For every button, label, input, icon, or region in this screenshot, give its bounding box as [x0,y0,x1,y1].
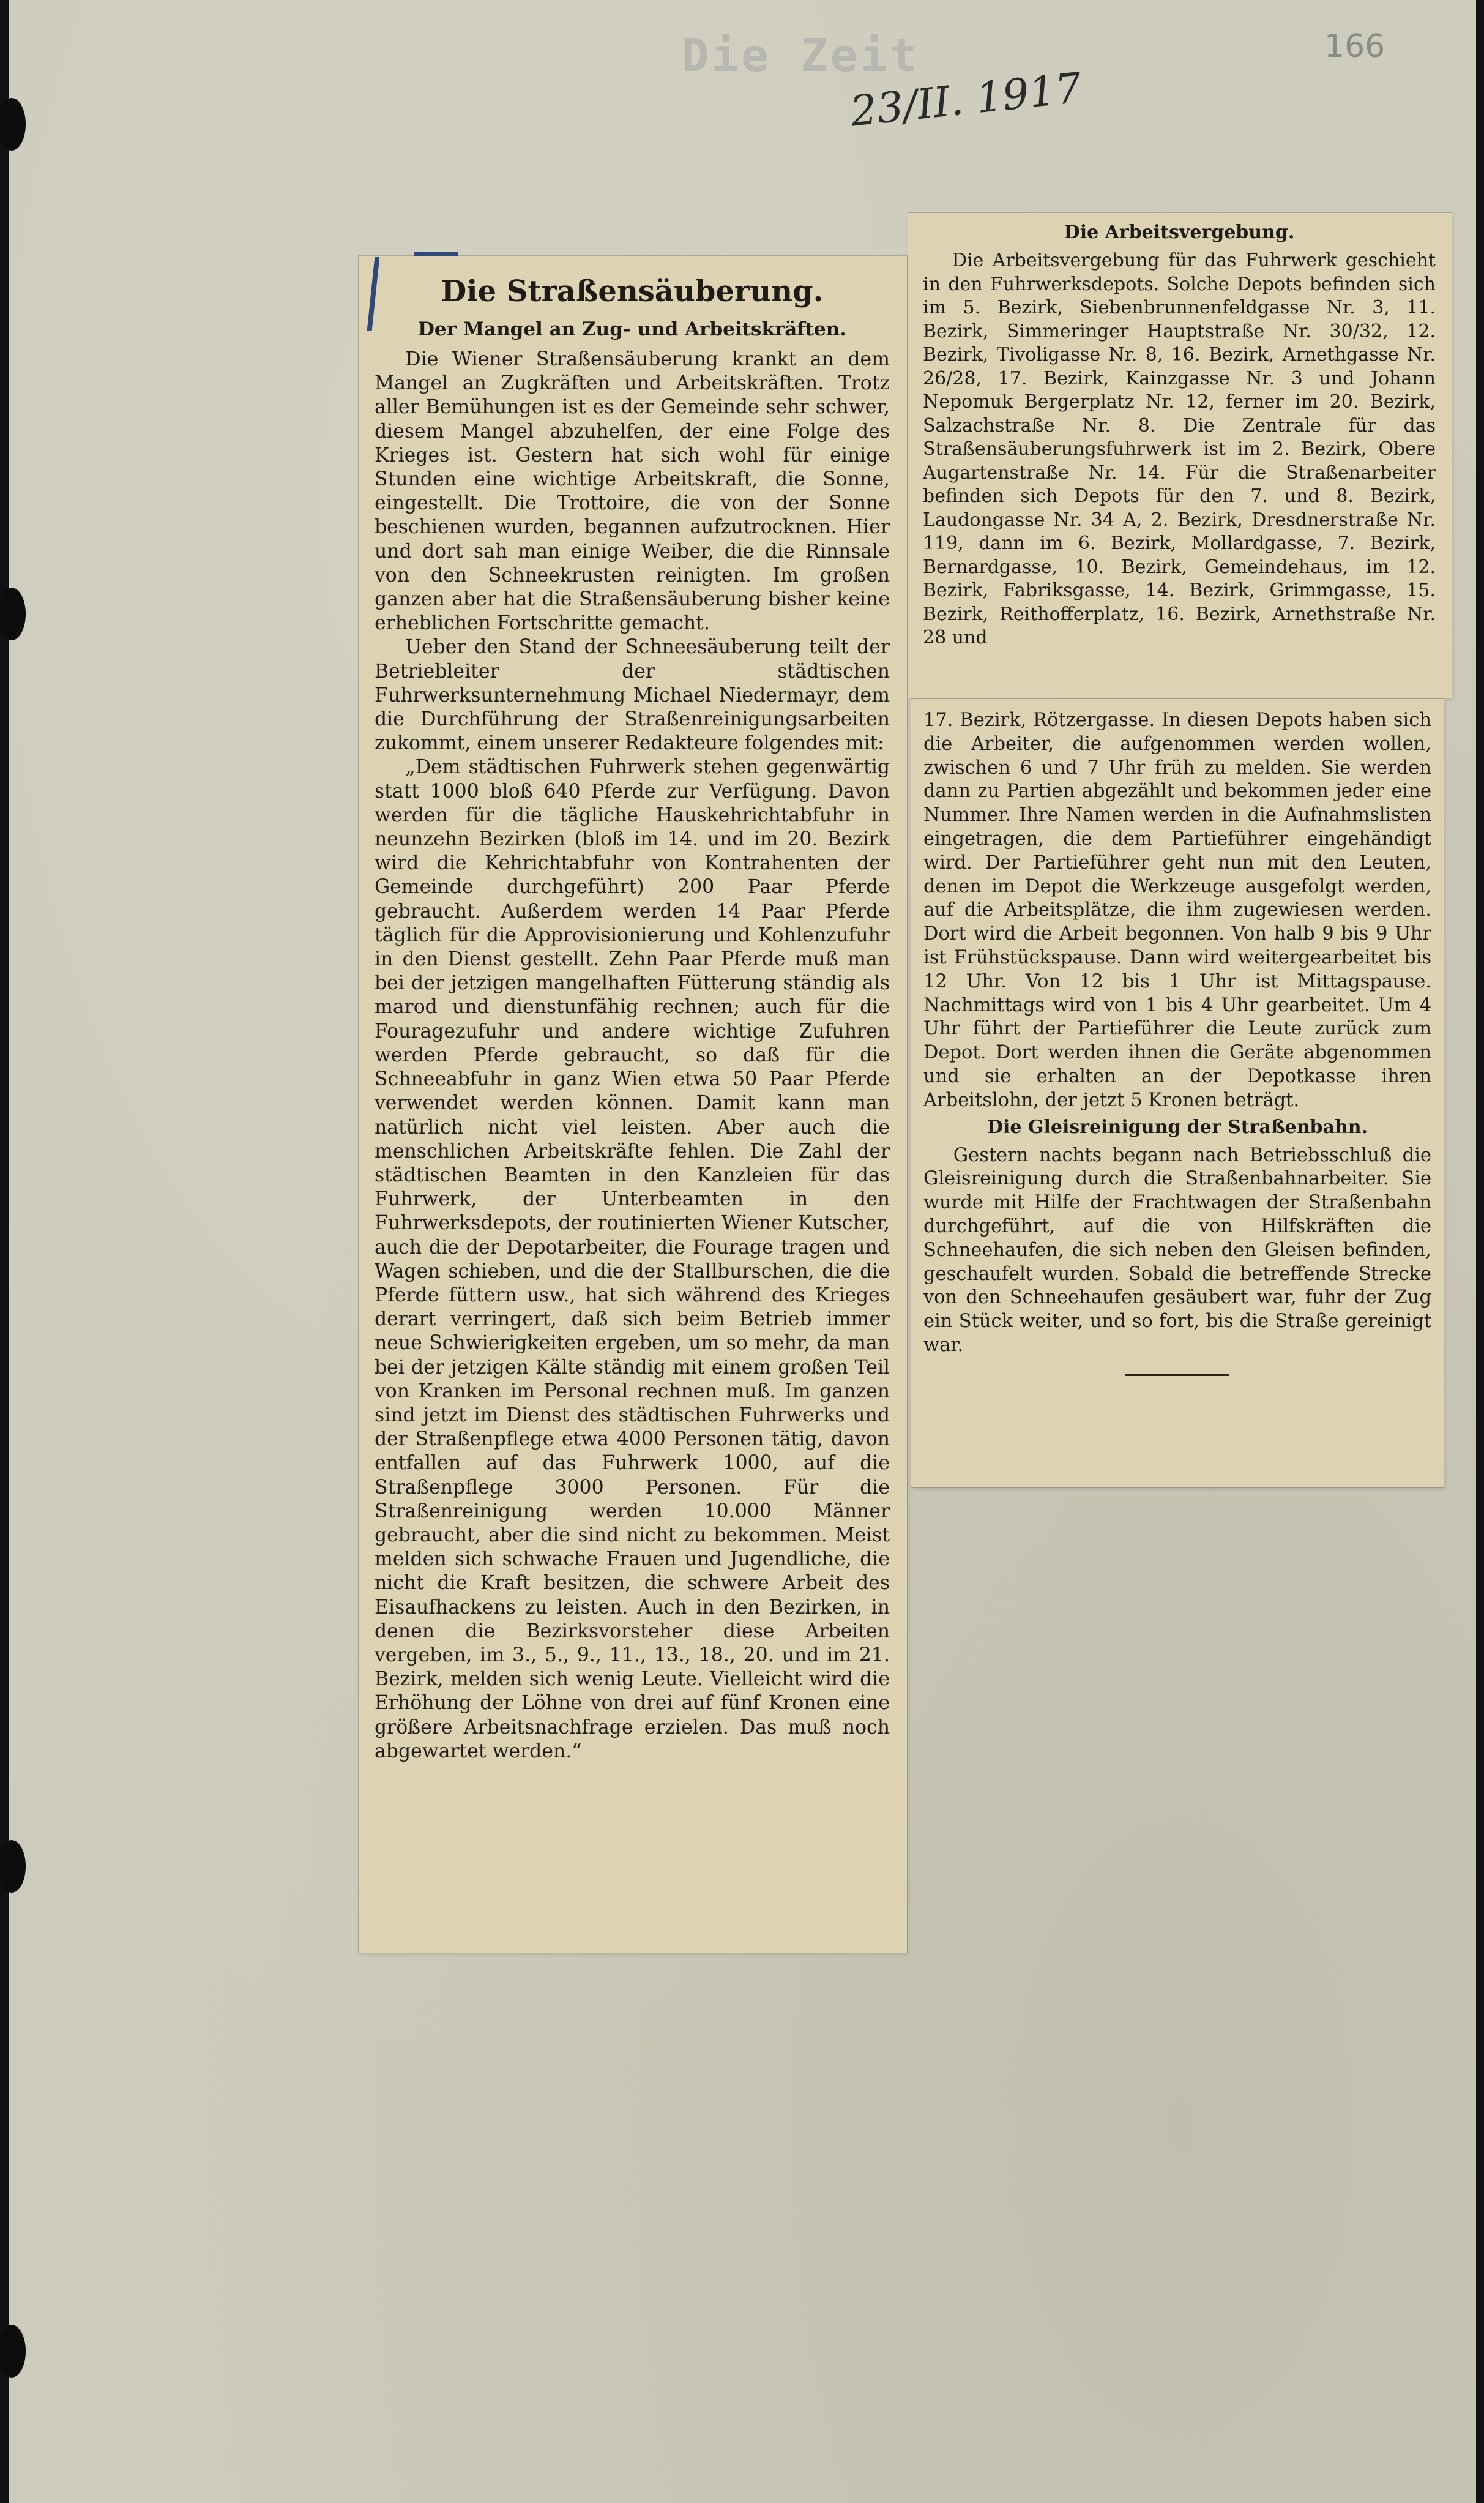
binder-hole [0,1840,26,1893]
newspaper-stamp: Die Zeit [682,29,920,82]
binder-hole [0,98,26,151]
section-paragraph-continued: 17. Bezirk, Rötzergasse. In diesen Depots haben sich die Arbeiter, die aufgenommen werden wollen, zwischen 6 und 7 Uhr früh zu melden. Sie werden dann zu Partien abgezählt und bekommen jeder eine Nummer. Ihre Namen werden in die Aufnahmslisten eingetragen, die dem Partieführer eingehändigt wird. Der Partieführer geht nun mit den Leuten, denen im Depot die Werkzeuge ausgefolgt werden, auf die Arbeitsplätze, die ihm zugewiesen werden. Dort wird die Arbeit begonnen. Von halb 9 bis 9 Uhr ist Frühstückspause. Dann wird weitergearbeitet bis 12 Uhr. Von 12 bis 1 Uhr ist Mittagspause. Nachmittags wird von 1 bis 4 Uhr gearbeitet. Um 4 Uhr führt der Partieführer die Leute zurück zum Depot. Dort werden ihnen die Geräte abgenommen und sie erhalten an der Depotkasse ihren Arbeitslohn, der jetzt 5 Kronen beträgt. [923,709,1431,1111]
article-paragraph: Die Wiener Straßensäuberung krankt an dem Mangel an Zugkräften und Arbeitskräften. Trotz aller Bemühungen ist es der Gemeinde sehr schwer, diesem Mangel abzuhelfen, der eine Folge des Krieges ist. Gestern hat sich wohl für einige Stunden eine wichtige Arbeitskraft, die Sonne, eingestellt. Die Trottoire, die von der Sonne beschienen wurden, begannen aufzutrocknen. Hier und dort sah man einige Weiber, die die Rinnsale von den Schneekrusten reinigten. Im großen ganzen aber hat die Straßensäuberung bisher keine erheblichen Fortschritte gemacht. [375,348,890,635]
section-paragraph: Gestern nachts begann nach Betriebsschluß die Gleisreinigung durch die Straßenbahnarbeiter. Sie wurde mit Hilfe der Frachtwagen der Straßenbahn durchgeführt, auf die von Hilfskräften die Schneehaufen, die sich neben den Gleisen befinden, geschaufelt wurden. Sobald die betreffende Strecke von den Schneehaufen gesäubert war, fuhr der Zug ein Stück weiter, und so fort, bis die Straße gereinigt war. [923,1144,1431,1356]
section-heading: Die Gleisreinigung der Straßenbahn. [986,1116,1368,1138]
article-paragraph: „Dem städtischen Fuhrwerk stehen gegenwärtig statt 1000 bloß 640 Pferde zur Verfügung. Davon werden für die tägliche Hauskehrichtabfuhr in neunzehn Bezirken (bloß im 14. und im 20. Bezirk wird die Kehrichtabfuhr von Kontrahenten der Gemeinde durchgeführt) 200 Paar Pferde gebraucht. Außerdem werden 14 Paar Pferde täglich für die Approvisionierung und Kohlenzufuhr in den Dienst gestellt. Zehn Paar Pferde muß man bei der jetzigen mangelhaften Fütterung ständig als marod und dienstunfähig rechnen; auch für die Fouragezufuhr und andere wichtige Zufuhren werden Pferde gebraucht, so daß für die Schneeabfuhr in ganz Wien etwa 50 Paar Pferde verwendet werden können. Damit kann man natürlich nicht viel leisten. Aber auch die menschlichen Arbeitskräfte fehlen. Die Zahl der städtischen Beamten in den Kanzleien für das Fuhrwerk, der Unterbeamten in den Fuhrwerksdepots, der routinierten Wiener Kutscher, auch die der Depotarbeiter, die Fourage tragen und Wagen schieben, und die der Stallburschen, die die Pferde füttern usw., hat sich während des Krieges derart verringert, daß sich beim Betrieb immer neue Schwierigkeiten ergeben, um so mehr, da man bei der jetzigen Kälte ständig mit einem großen Teil von Kranken im Personal rechnen muß. Im ganzen sind jetzt im Dienst des städtischen Fuhrwerks und der Straßenpflege etwa 4000 Personen tätig, davon entfallen auf das Fuhrwerk 1000, auf die Straßenpflege 3000 Personen. Für die Straßenreinigung werden 10.000 Männer gebraucht, aber die sind nicht zu bekommen. Meist melden sich schwache Frauen und Jugendliche, die nicht die Kraft besitzen, die schwere Arbeit des Eisaufhackens zu leisten. Auch in den Bezirken, in denen die Bezirksvorsteher diese Arbeiten vergeben, im 3., 5., 9., 11., 13., 18., 20. und im 21. Bezirk, melden sich wenig Leute. Vielleicht wird die Erhöhung der Löhne von drei auf fünf Kronen eine größere Arbeitsnachfrage erzielen. Das muß noch abgewartet werden.“ [375,756,890,1762]
article-subtitle: Der Mangel an Zug- und Arbeitskräften. [417,318,847,340]
article-paragraph: Ueber den Stand der Schneesäuberung teilt der Betriebleiter der städtischen Fuhrwerksunternehmung Michael Niedermayr, dem die Durchführung der Straßenreinigungsarbeiten zukommt, einem unserer Redakteure folgendes mit: [375,636,890,755]
handwritten-date: 23/II. 1917 [848,64,1084,137]
blue-pencil-mark [414,252,458,256]
end-rule [1125,1374,1229,1376]
binder-hole [0,2325,26,2378]
binder-hole [0,588,26,640]
article-title: Die Straßensäuberung. [441,274,824,309]
page-number: 166 [1324,28,1385,65]
clipping-main-article [359,256,907,1953]
clipping-continuation [911,699,1444,1487]
archive-sheet [9,0,1476,2503]
clipping-arbeitsvergebung [908,213,1452,698]
section-heading: Die Arbeitsvergebung. [1064,222,1295,243]
section-paragraph: Die Arbeitsvergebung für das Fuhrwerk geschieht in den Fuhrwerksdepots. Solche Depots befinden sich im 5. Bezirk, Siebenbrunnenfeldgasse Nr. 3, 11. Bezirk, Simmeringer Hauptstraße Nr. 30/32, 12. Bezirk, Tivoligasse Nr. 8, 16. Bezirk, Arnethgasse Nr. 26/28, 17. Bezirk, Kainzgasse Nr. 3 und Johann Nepomuk Bergerplatz Nr. 12, ferner im 20. Bezirk, Salzachstraße Nr. 8. Die Zentrale für das Straßensäuberungsfuhrwerk ist im 2. Bezirk, Obere Augartenstraße Nr. 14. Für die Straßenarbeiter befinden sich Depots für den 7. und 8. Bezirk, Laudongasse Nr. 34 A, 2. Bezirk, Dresdnerstraße Nr. 119, dann im 6. Bezirk, Mollardgasse, 7. Bezirk, Bernardgasse, 10. Bezirk, Gemeindehaus, im 12. Bezirk, Fabriksgasse, 14. Bezirk, Grimmgasse, 15. Bezirk, Reithofferplatz, 16. Bezirk, Arnethstraße Nr. 28 und [923,250,1436,648]
